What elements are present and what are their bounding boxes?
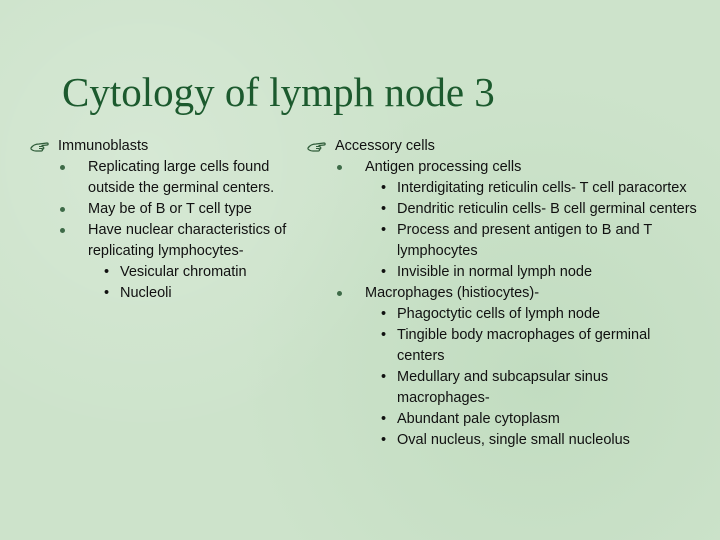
right-column xyxy=(307,136,697,451)
bullet-dot-icon xyxy=(60,207,65,212)
sub-list-item: • Tingible body macrophages of germinal centers xyxy=(381,327,651,364)
list-item: Replicating large cells found outside the germinal centers. xyxy=(30,157,320,199)
list-item: Antigen processing cells xyxy=(307,157,697,178)
bullet-dot-icon xyxy=(337,291,342,296)
right-heading-text: Accessory cells xyxy=(335,138,435,154)
left-column xyxy=(30,136,320,304)
hand-pointing-icon xyxy=(30,139,50,153)
list-item: May be of B or T cell type xyxy=(30,199,320,220)
sub-list-item: • Invisible in normal lymph node xyxy=(307,262,697,283)
bullet-glyph: • xyxy=(381,432,387,448)
sub-list-item: • Dendritic reticulin cells- B cell germinal centers xyxy=(307,199,697,220)
bullet-glyph: • xyxy=(381,201,387,217)
list-item: Macrophages (histiocytes)- xyxy=(307,283,697,304)
bullet-glyph: • xyxy=(381,264,387,280)
left-heading-text: Immunoblasts xyxy=(58,138,149,154)
right-heading xyxy=(307,136,697,157)
sub-list-item: • Phagoctytic cells of lymph node xyxy=(307,304,697,325)
bullet-glyph: • xyxy=(104,264,110,280)
list-item: Have nuclear characteristics of replicating lymphocytes- xyxy=(30,220,320,262)
bullet-glyph: • xyxy=(381,327,387,343)
sub-list-item: • Oval nucleus, single small nucleolus xyxy=(307,430,697,451)
bullet-glyph: • xyxy=(381,369,387,385)
bullet-glyph: • xyxy=(381,222,387,238)
bullet-glyph: • xyxy=(104,285,110,301)
sub-list-item: • Nucleoli xyxy=(30,283,320,304)
bullet-dot-icon xyxy=(60,228,65,233)
bullet-glyph: • xyxy=(381,180,387,196)
sub-list-item: • Vesicular chromatin xyxy=(30,262,320,283)
sub-list-item: • Interdigitating reticulin cells- T cell paracortex xyxy=(307,178,697,199)
hand-pointing-icon xyxy=(307,139,327,153)
bullet-dot-icon xyxy=(337,165,342,170)
slide-title: Cytology of lymph node 3 xyxy=(62,69,495,115)
bullet-glyph: • xyxy=(381,306,387,322)
sub-list-item: • Medullary and subcapsular sinus macrophages- xyxy=(381,369,609,406)
left-heading xyxy=(30,136,320,157)
bullet-dot-icon xyxy=(60,165,65,170)
sub-list-item: • Process and present antigen to B and T lymphocytes xyxy=(381,222,652,259)
bullet-glyph: • xyxy=(381,411,387,427)
sub-list-item: • Abundant pale cytoplasm xyxy=(307,409,697,430)
